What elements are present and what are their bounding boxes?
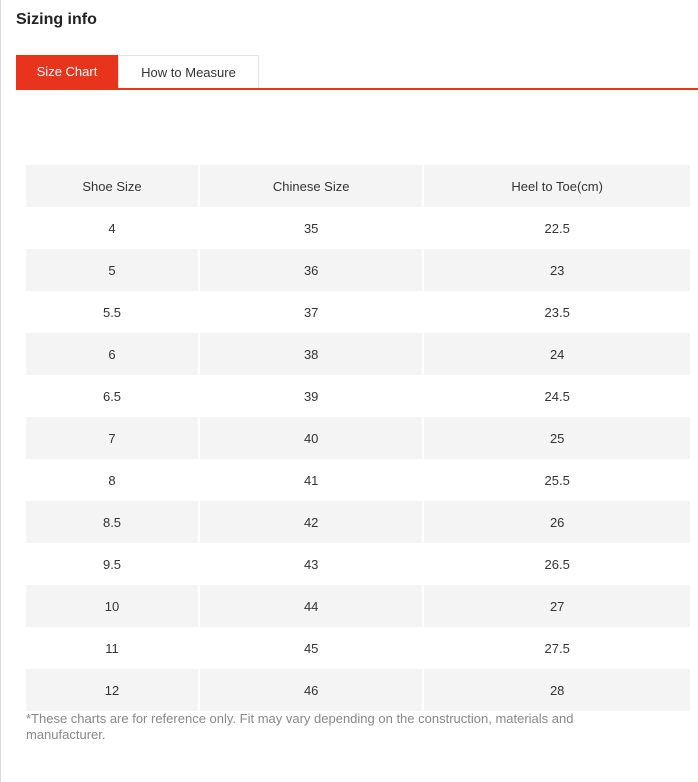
table-row	[26, 459, 690, 501]
table-cell: 5	[26, 249, 198, 291]
table-cell: 23.5	[424, 291, 690, 333]
table-cell: 41	[200, 459, 422, 501]
table-row	[26, 669, 690, 711]
size-chart-table	[24, 165, 692, 711]
column-header-heel-to-toe: Heel to Toe(cm)	[424, 165, 690, 207]
table-cell: 27.5	[424, 627, 690, 669]
table-cell: 36	[200, 249, 422, 291]
table-header-row	[26, 165, 690, 207]
table-cell: 40	[200, 417, 422, 459]
table-cell: 24	[424, 333, 690, 375]
table-cell: 10	[26, 585, 198, 627]
table-cell: 11	[26, 627, 198, 669]
table-row	[26, 585, 690, 627]
table-body	[26, 207, 690, 711]
table-cell: 22.5	[424, 207, 690, 249]
table-cell: 8.5	[26, 501, 198, 543]
table-cell: 26.5	[424, 543, 690, 585]
table-cell: 25.5	[424, 459, 690, 501]
disclaimer-note: *These charts are for reference only. Fit may vary depending on the construction, materials and manufacturer.	[26, 711, 574, 742]
table-row	[26, 375, 690, 417]
table-row	[26, 501, 690, 543]
table-cell: 37	[200, 291, 422, 333]
table-cell: 6.5	[26, 375, 198, 417]
table-cell: 12	[26, 669, 198, 711]
column-header-chinese-size: Chinese Size	[200, 165, 422, 207]
table-row	[26, 333, 690, 375]
table-row	[26, 627, 690, 669]
table-cell: 45	[200, 627, 422, 669]
table-cell: 28	[424, 669, 690, 711]
table-cell: 26	[424, 501, 690, 543]
table-cell: 44	[200, 585, 422, 627]
sizing-tabs	[16, 55, 698, 90]
column-header-shoe-size: Shoe Size	[26, 165, 198, 207]
table-cell: 25	[424, 417, 690, 459]
table-cell: 7	[26, 417, 198, 459]
table-cell: 35	[200, 207, 422, 249]
table-cell: 39	[200, 375, 422, 417]
table-cell: 8	[26, 459, 198, 501]
table-row	[26, 543, 690, 585]
table-cell: 24.5	[424, 375, 690, 417]
tab-how-to-measure[interactable]: How to Measure	[118, 55, 259, 88]
table-row	[26, 291, 690, 333]
table-row	[26, 249, 690, 291]
table-cell: 23	[424, 249, 690, 291]
table-cell: 9.5	[26, 543, 198, 585]
table-cell: 43	[200, 543, 422, 585]
table-row	[26, 417, 690, 459]
page-title: Sizing info	[16, 11, 97, 28]
table-cell: 42	[200, 501, 422, 543]
table-cell: 5.5	[26, 291, 198, 333]
panel-left-border	[0, 0, 1, 782]
table-cell: 38	[200, 333, 422, 375]
table-cell: 46	[200, 669, 422, 711]
table-cell: 6	[26, 333, 198, 375]
table-cell: 27	[424, 585, 690, 627]
tab-size-chart[interactable]: Size Chart	[16, 55, 118, 88]
table-cell: 4	[26, 207, 198, 249]
table-row	[26, 207, 690, 249]
